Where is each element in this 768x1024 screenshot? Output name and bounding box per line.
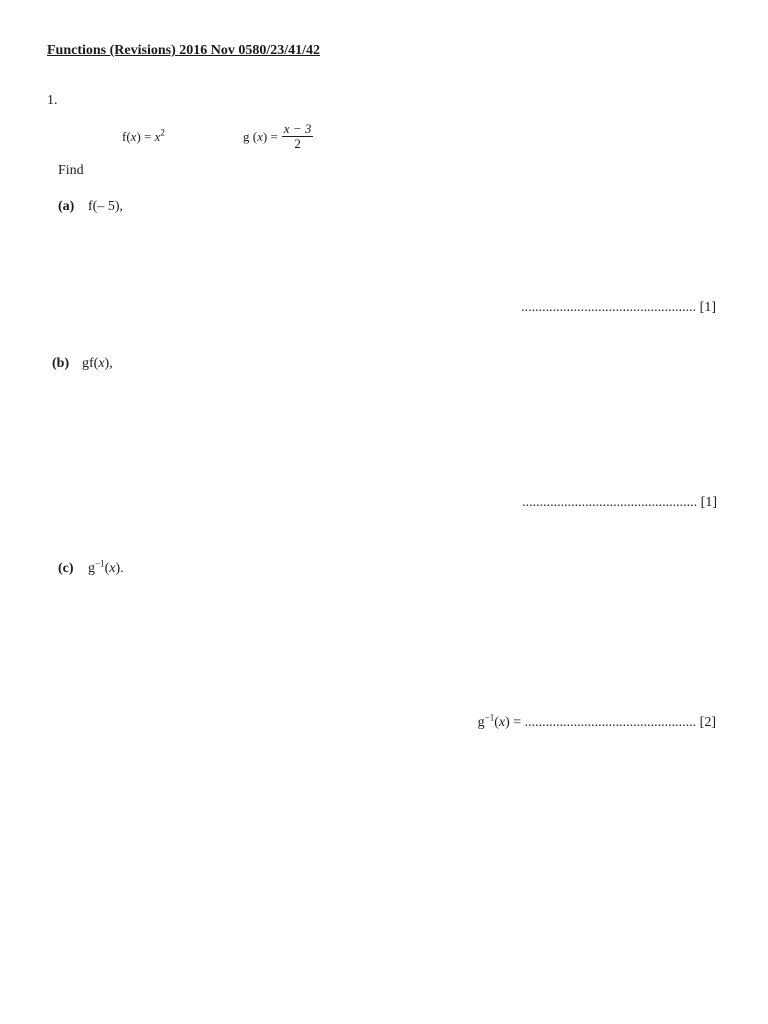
part-a-answer-line[interactable]: .................................................. [1] bbox=[521, 300, 716, 315]
part-c-marks: [2] bbox=[699, 715, 716, 730]
part-b-expression: gf(x), bbox=[82, 356, 113, 371]
part-b-marks: [1] bbox=[700, 495, 717, 510]
part-c-label: (c) bbox=[58, 561, 74, 576]
part-b-label: (b) bbox=[52, 356, 70, 371]
part-a-expression: f(– 5), bbox=[88, 199, 123, 214]
part-a-marks: [1] bbox=[699, 300, 716, 315]
part-a bbox=[58, 199, 123, 215]
question-number: 1. bbox=[47, 93, 58, 108]
part-c bbox=[58, 558, 124, 577]
part-c-expression: $g^{-1}(x)$. bbox=[88, 558, 124, 576]
g-numerator: x − 3 bbox=[283, 121, 312, 136]
part-c-answer-line[interactable]: $g^{-1}(x)$ = ................................................. [2] bbox=[477, 712, 716, 730]
g-fraction bbox=[282, 122, 314, 151]
part-c-answer-prefix: $g^{-1}(x)$ = bbox=[477, 712, 522, 730]
part-a-label: (a) bbox=[58, 199, 75, 214]
function-f-definition: $f(x) = x^2$ bbox=[122, 127, 165, 144]
part-b-answer-line[interactable]: .................................................. [1] bbox=[522, 495, 717, 510]
document-title: Functions (Revisions) 2016 Nov 0580/23/41/42 bbox=[47, 43, 321, 58]
instruction-text: Find bbox=[58, 163, 84, 178]
g-denominator: 2 bbox=[294, 136, 301, 151]
function-g-definition: g ( x ) = $\frac{x - 3}{2}$ bbox=[243, 121, 312, 151]
part-b bbox=[52, 356, 113, 372]
